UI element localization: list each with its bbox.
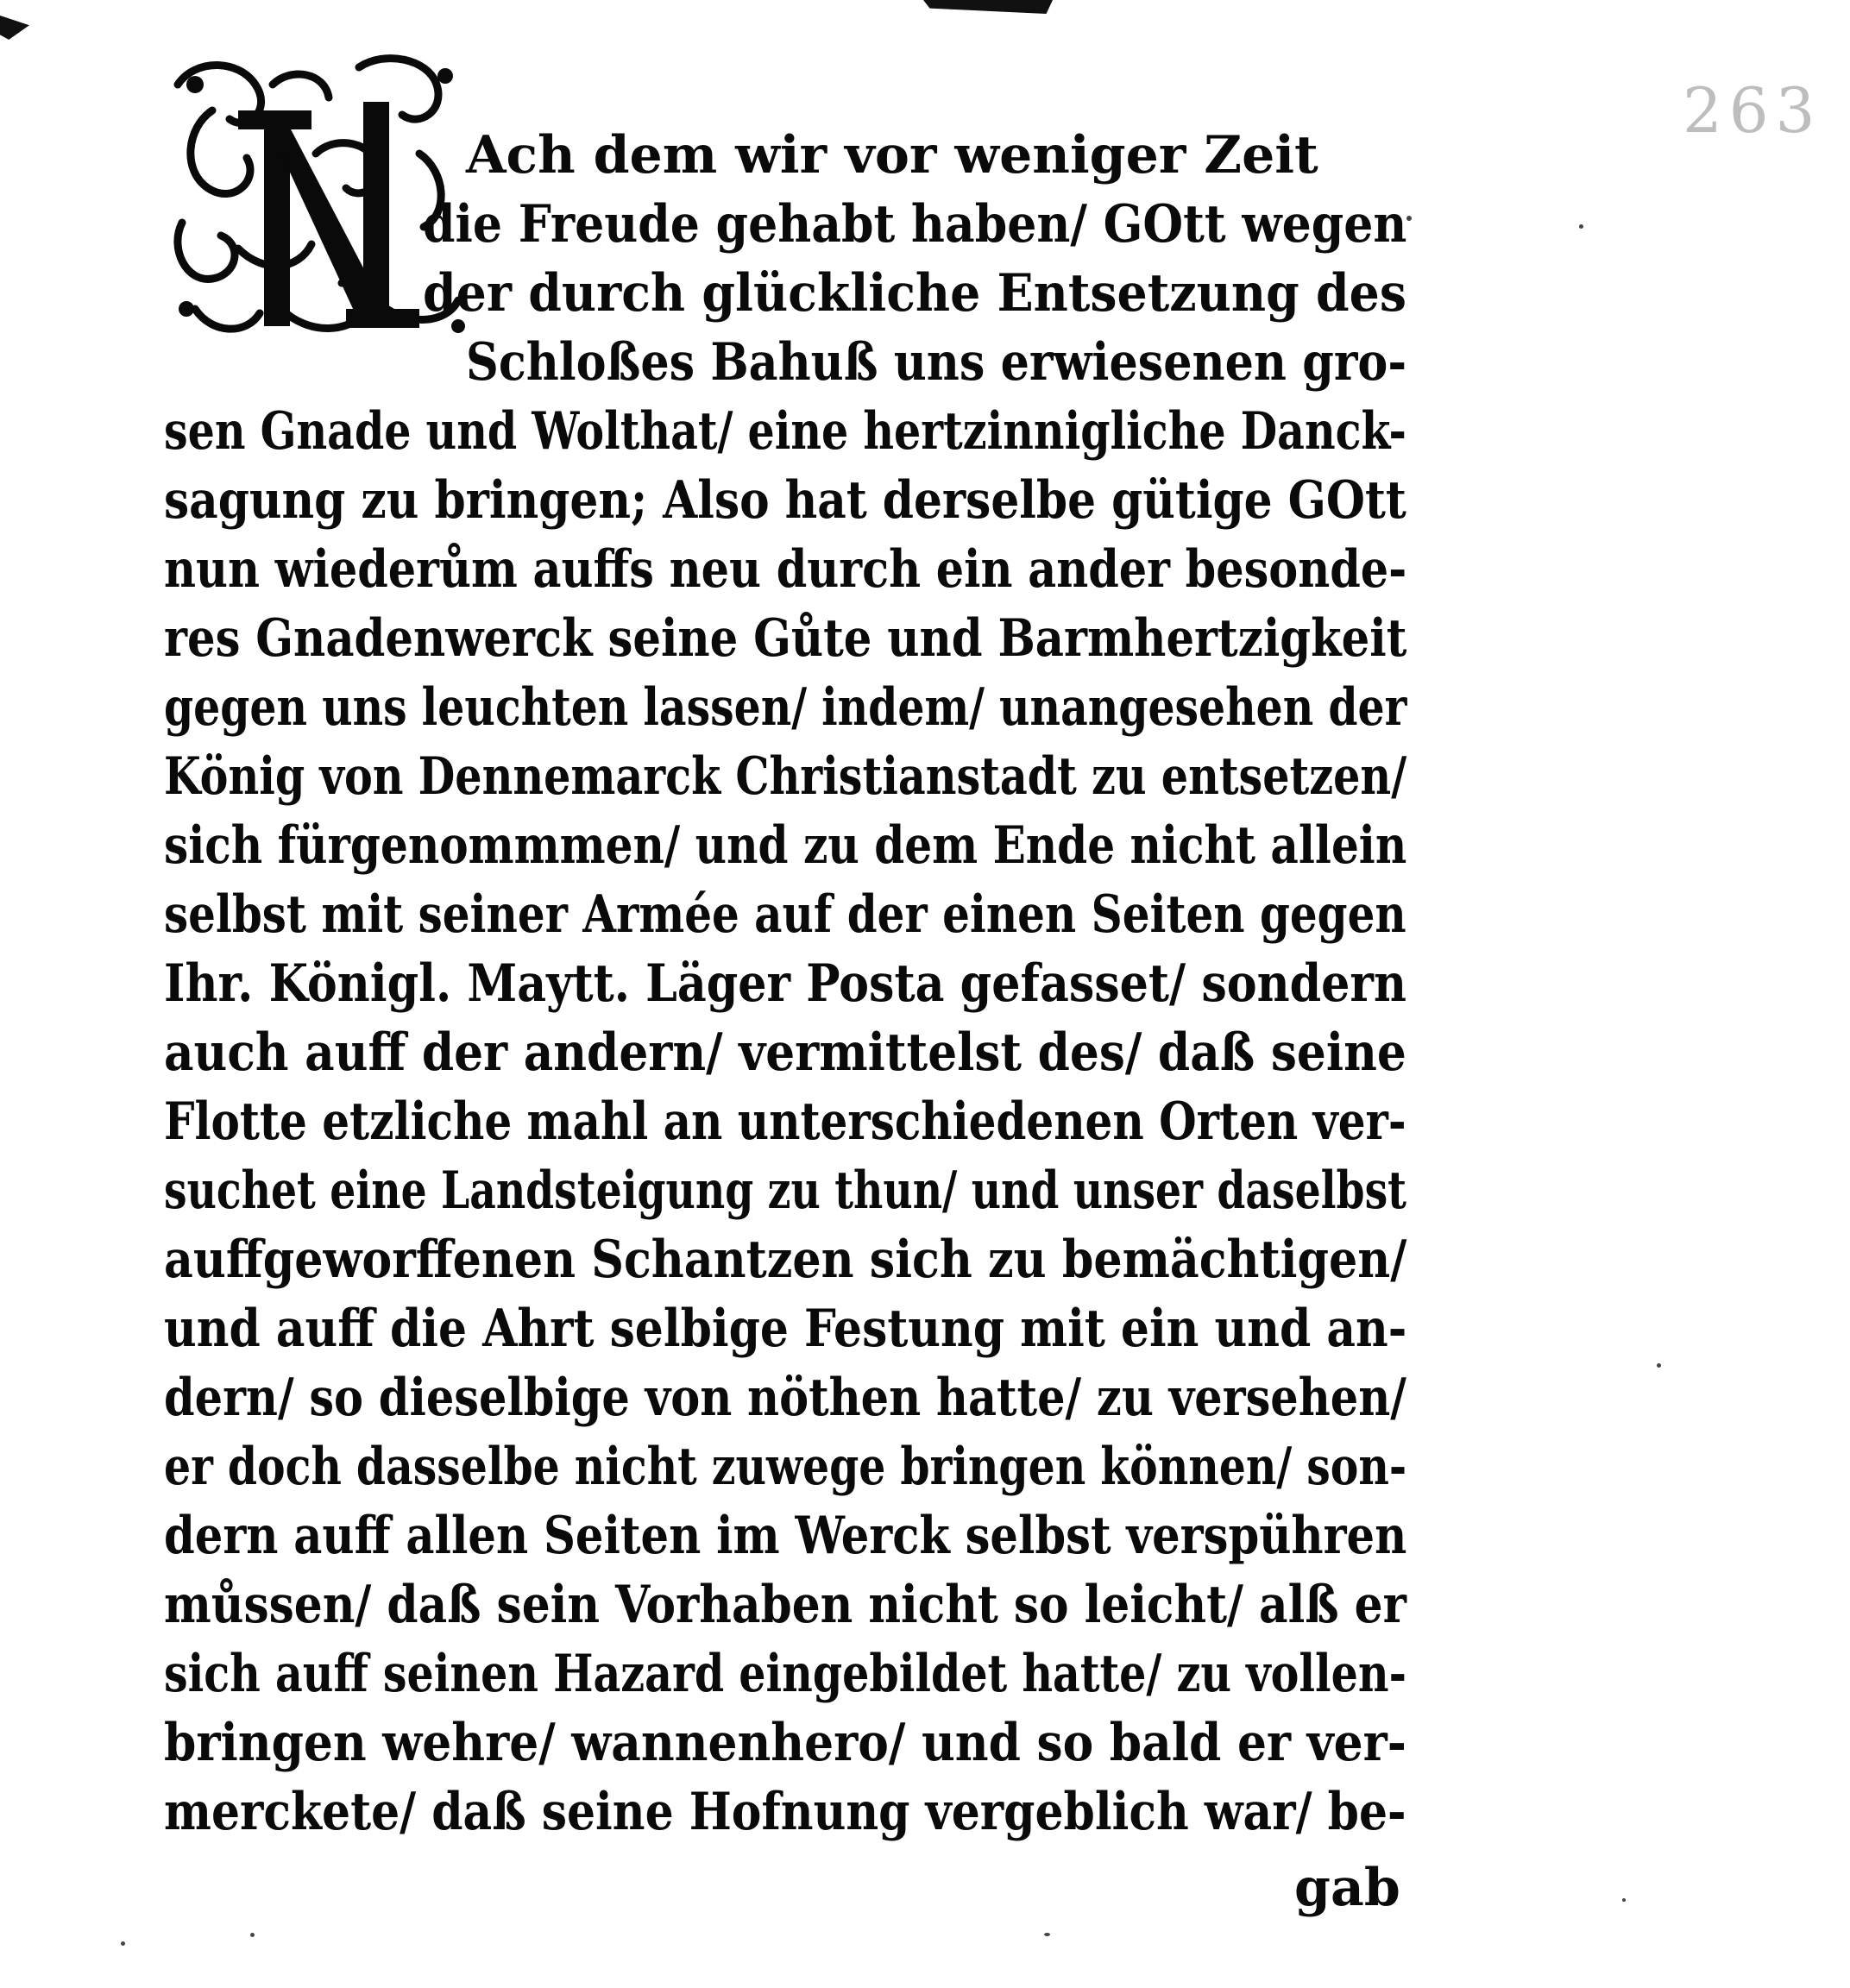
- text-line: gegen uns leuchten lassen/ indem/ unangesehen der: [164, 677, 1407, 738]
- page-number: 263: [1683, 74, 1822, 147]
- text-line: Schloßes Bahuß uns erwiesenen gro-: [466, 332, 1407, 393]
- text-line: dern/ so dieselbige von nöthen hatte/ zu versehen/: [164, 1368, 1406, 1428]
- scan-speck: [121, 1941, 125, 1946]
- text-line: auch auff der andern/ vermittelst des/ daß seine: [164, 1022, 1406, 1083]
- text-line: bringen wehre/ wannenhero/ und so bald er ver-: [164, 1713, 1406, 1773]
- text-line: suchet eine Landsteigung zu thun/ und unser daselbst: [164, 1161, 1406, 1221]
- text-line: Ihr. Königl. Maytt. Läger Posta gefasset/ sondern: [164, 953, 1406, 1014]
- scan-speck: [1579, 224, 1583, 229]
- text-line: sich fürgenommmen/ und zu dem Ende nicht allein: [164, 815, 1407, 876]
- scan-artifact-top: [923, 0, 1053, 14]
- text-line: er doch dasselbe nicht zuwege bringen können/ son-: [164, 1437, 1407, 1497]
- text-line: der durch glückliche Entsetzung des: [423, 263, 1406, 324]
- scan-speck: [1406, 216, 1412, 221]
- text-line: dern auff allen Seiten im Werck selbst verspühren: [164, 1506, 1407, 1566]
- text-line: sagung zu bringen; Also hat derselbe gütige GOtt: [164, 470, 1406, 531]
- scan-artifact-left: [0, 16, 29, 40]
- text-line: und auff die Ahrt selbige Festung mit ein und an-: [164, 1299, 1407, 1359]
- text-line: selbst mit seiner Armée auf der einen Seiten gegen: [164, 884, 1406, 945]
- text-line: Ach dem wir vor weniger Zeit: [466, 125, 1318, 186]
- scan-speck: [1044, 1933, 1050, 1936]
- scan-speck: [1622, 1898, 1626, 1902]
- text-line: sich auff seinen Hazard eingebildet hatte/ zu vollen-: [164, 1644, 1406, 1704]
- text-line: König von Dennemarck Christianstadt zu entsetzen/: [164, 746, 1407, 807]
- catchword: gab: [1294, 1858, 1400, 1918]
- text-line: merckete/ daß seine Hofnung vergeblich war/ be-: [164, 1782, 1406, 1842]
- text-line: res Gnadenwerck seine Gůte und Barmhertzigkeit: [164, 608, 1407, 669]
- text-line: auffgeworffenen Schantzen sich zu bemächtigen/: [164, 1230, 1407, 1290]
- text-line: můssen/ daß sein Vorhaben nicht so leicht/ alß er: [164, 1575, 1406, 1635]
- scan-speck: [250, 1933, 255, 1937]
- text-line: nun wiederům auffs neu durch ein ander besonde-: [164, 539, 1407, 600]
- text-line: Flotte etzliche mahl an unterschiedenen Orten ver-: [164, 1092, 1406, 1152]
- scan-speck: [1657, 1363, 1661, 1368]
- text-line: die Freude gehabt haben/ GOtt wegen: [423, 194, 1407, 255]
- text-line: sen Gnade und Wolthat/ eine hertzinnigliche Danck-: [164, 401, 1406, 462]
